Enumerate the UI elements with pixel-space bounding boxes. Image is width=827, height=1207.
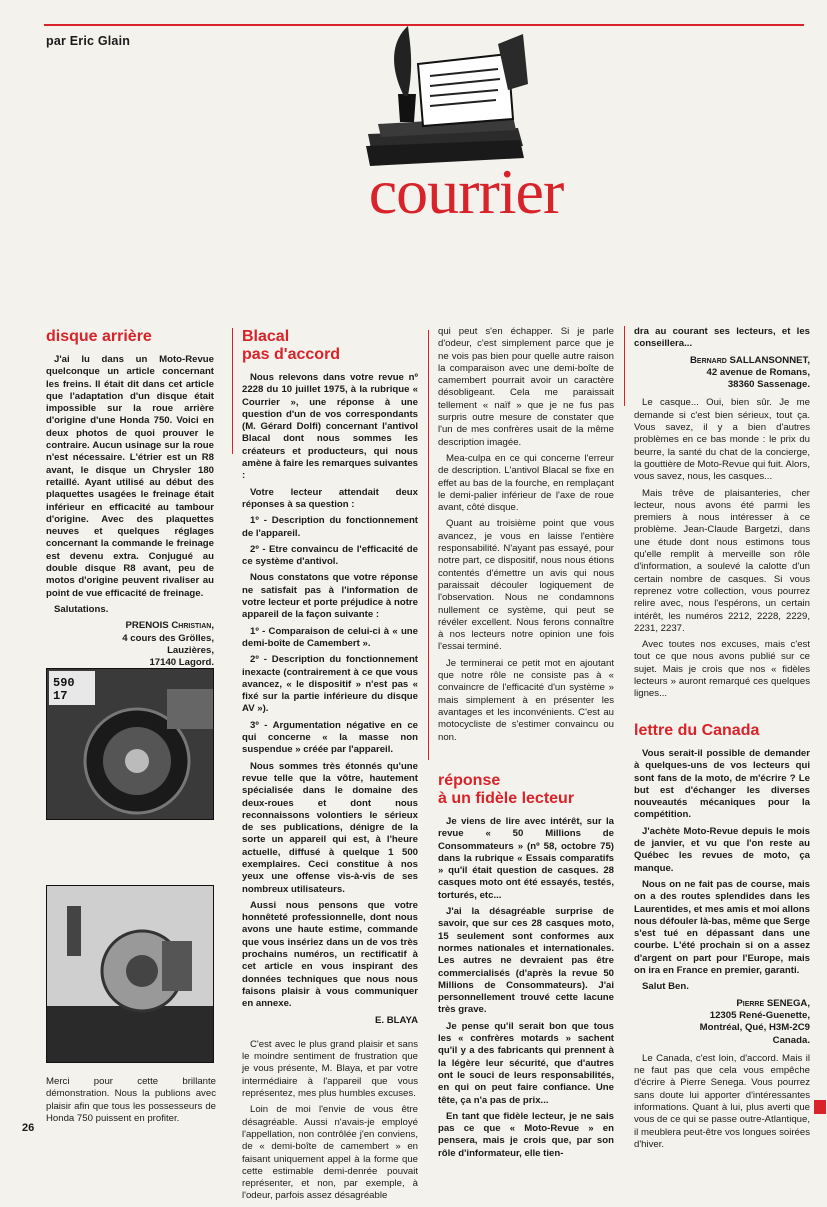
reply-paragraph: Mais trêve de plaisanteries, cher lecteur, nous avons été parmi les premiers à nous intéresser à ce problème. Jean-Claude Bargetzi, dans une étude dont nous estimons tous qu'elle remplit à merveille son rôle d'information, a soulevé la calotte d'un certain nombre de casques. Si vous reprenez votre collection, vous pourrez relire avec, nous l'espérons, un certain intérêt, les numéros 2212, 2228, 2229, 2231, 2237. <box>634 487 810 634</box>
column-divider <box>428 330 429 760</box>
section-title: courrier <box>368 156 564 227</box>
heading-blacal: Blacal pas d'accord <box>242 328 341 363</box>
letter-paragraph: J'achète Moto-Revue depuis le mois de janvier, et vu que l'on reste au Québec les revues de moto, ça manque. <box>634 825 810 874</box>
heading-fidele-lecteur: réponse à un fidèle lecteur <box>438 772 575 807</box>
letter-paragraph: 3º - Argumentation négative en ce qui concerne « la masse non suspendue » créée par l'appareil. <box>242 719 418 756</box>
letter-sallansonnet-end <box>634 326 810 705</box>
column-divider <box>232 328 233 454</box>
letter-canada <box>634 722 810 1155</box>
signature-senega: Pierre SENEGA, 12305 René-Guenette, Montréal, Qué, H3M-2C9 Canada. <box>699 997 810 1046</box>
reply-paragraph: Mea-culpa en ce qui concerne l'erreur de description. L'antivol Blacal se fixe en effet au bas de la fourche, en remplaçant le demi-palier inférieur de l'axe de roue avant, côté disque. <box>438 452 614 514</box>
letter-paragraph: Je viens de lire avec intérêt, sur la revue « 50 Millions de Consommateurs » (nº 58, octobre 75) dans la rubrique « Essais comparatifs » qu'il était question de casques. 28 casques moto ont été essayés, testés, torturés, etc... <box>438 816 614 901</box>
letter-paragraph: 2º - Etre convaincu de l'efficacité de ce système d'antivol. <box>242 543 418 568</box>
letter-paragraph: En tant que fidèle lecteur, je ne sais pas ce que « Moto-Revue » en pensera, mais je crois que, par son rôle d'informateur, elle tien- <box>438 1110 614 1159</box>
signature-prenois: PRENOIS Christian, 4 cours des Grölles, Lauzières, 17140 Lagord. <box>122 620 214 669</box>
reply-paragraph: Je terminerai ce petit mot en ajoutant que notre rôle ne consiste pas à « convaincre de l'efficacité d'un système » mais simplement à en présenter les avantages et les inconvénients. C'est au motocycliste de s'estimer convaincu ou non. <box>438 657 614 743</box>
reply-paragraph: qui peut s'en échapper. Si je parle d'odeur, c'est simplement parce que je ne vois pas bien pour quelle autre raison la comparaison avec une demi-boîte de camembert pourrait avoir un caractère désobligeant. Cela me paraissait tellement « naïf » que je ne fus pas surpris outre mesure de constater que l'un de mes confrères usait de la même description imagée. <box>438 326 614 448</box>
letter-paragraph: dra au courant ses lecteurs, et les conseillera... <box>634 326 810 350</box>
byline: par Eric Glain <box>46 34 131 48</box>
heading-lettre-canada: lettre du Canada <box>634 722 760 739</box>
license-plate: 590 17 <box>53 676 75 703</box>
page-corner-marker <box>814 1100 826 1114</box>
letter-paragraph: Nous constatons que votre réponse ne satisfait pas à l'information de votre lecteur et porte préjudice à notre appareil de la façon suivante : <box>242 572 418 621</box>
letter-blacal <box>242 328 418 1207</box>
heading-disque-arriere: disque arrière <box>46 328 152 345</box>
reply-paragraph: Le casque... Oui, bien sûr. Je me demande si c'est bien sérieux, tout ça. Vous savez, il y a bien d'autres problèmes en ce bas monde : le prix du beurre, la santé du chat de la concierge, la gouttière de Moto-Revue qui fuit. Alors, vous savez, nous, les casques... <box>634 397 810 483</box>
caption-text: Merci pour cette brillante démonstration. Nous la publions avec plaisir afin que tous les possesseurs de Honda 750 puissent en profiter. <box>46 1076 216 1124</box>
reply-paragraph: Loin de moi l'envie de vous être désagréable. Aussi n'avais-je employé l'appellation, non contrôlée j'en conviens, de « demi-boîte de camembert » en faisant uniquement appel à la forme que cette estimable demi-denrée pouvait représenter, et non, par exemple, à l'odeur, parfois assez désagréable <box>242 1104 418 1202</box>
reply-paragraph: Avec toutes nos excuses, mais c'est tout ce que nous avons publié sur ce sujet. Mais je crois que nos « fidèles lecteurs » auront remarqué ces quelques lignes... <box>634 639 810 700</box>
letter-fidele-lecteur <box>438 772 614 1164</box>
letter-paragraph: Nous sommes très étonnés qu'une revue telle que la vôtre, hautement spécialisée dans le domaine des deux-roues et dont nous reconnaissons volontiers le sérieux de ses publications, dénigre de la sorte un appareil qui est, à l'heure actuelle, diffusé à quelque 1 500 exemplaires. Ceci constitue à nos yeux une offense vis-à-vis de ses nombreux utilisateurs. <box>242 760 418 895</box>
letter-paragraph: Vous serait-il possible de demander à quelques-uns de vos lecteurs qui sont fans de la moto, de m'écrire ? Le but est d'échanger les diverses nouveautés mécaniques pour la compétition. <box>634 748 810 821</box>
caption-disque <box>46 1076 216 1129</box>
photo-rear-wheel <box>46 668 214 820</box>
letter-disque-arriere <box>46 328 214 675</box>
letter-paragraph: 1º - Description du fonctionnement de l'appareil. <box>242 515 418 539</box>
letter-paragraph: Aussi nous pensons que votre honnêteté professionnelle, dont nous avons une haute estime, commande que vous insériez dans un de vos très prochains numéros, un rectificatif à cet article en vous inspirant des données techniques que nous nous faisons plaisir à vous communiquer en annexe. <box>242 899 418 1010</box>
signature-sallansonnet: Bernard SALLANSONNET, 42 avenue de Romans, 38360 Sassenage. <box>689 354 810 391</box>
letter-paragraph: 1º - Comparaison de celui-ci à « une demi-boîte de Camembert ». <box>242 625 418 649</box>
letter-paragraph: Nous relevons dans votre revue nº 2228 du 10 juillet 1975, à la rubrique « Courrier », une réponse à une question d'un de vos correspondants (M. Gérard Dolfi) concernant l'antivol Blacal dont nous sommes les créateurs et producteurs, qui nous amène à faire les remarques suivantes : <box>242 372 418 482</box>
reply-paragraph: Quant au troisième point que vous avancez, je vous en laisse l'entière responsabilité. N'ayant pas essayé, pour notre part, ce dispositif, nous nous étions contentés d'émettre un avis qui nous paraissait découler logiquement de l'observation. Nous ne condamnons nullement ce système, qui peut se révéler excellent. Nous ferons connaître à nos lecteurs notre opinion une fois l'essai terminé. <box>438 518 614 653</box>
letter-paragraph: Je pense qu'il serait bon que tous les « confrères motards » sachent qu'il y a des fabricants qui prennent à la légère leur sécurité, que d'autres ont le souci de leurs responsabilités, en qui on peut faire confiance. Une tête, ça n'a pas de prix... <box>438 1020 614 1106</box>
signature-blaya: E. BLAYA <box>374 1014 418 1026</box>
letter-paragraph: J'ai la désagréable surprise de savoir, que sur ces 28 casques moto, 15 seulement sont conformes aux normes nationales et internationales. Les autres ne devraient pas être commercialisés (d'après la revue 50 Millions de Consommateurs). J'ai personnellement trouvé cette lacune très grave. <box>438 906 614 1016</box>
reply-paragraph: Le Canada, c'est loin, d'accord. Mais il ne faut pas que cela vous empêche d'écrire à Pierre Senega. Vous pourrez sans doute lui apporter d'intéressantes informations. Quant à lui, plus averti que vous de ce qui se passe outre-Atlantique, il meublera peut-être vos longues soirées d'hiver. <box>634 1052 810 1150</box>
letter-paragraph: Nous on ne fait pas de course, mais on a des routes splendides dans les Laurentides, et mes amis et moi allons nous défouler là-bas, même que Serge s'est tué en dépassant dans une courbe. L'été prochain si on a assez d'argent on part pour l'Europe, mais on ira en France en premier, garanti. <box>634 878 810 977</box>
letter-paragraph: Salut Ben. <box>642 981 689 993</box>
letter-paragraph: J'ai lu dans un Moto-Revue quelconque un article concernant les freins. Il était dit dans cet article que l'adaptation d'un disque était impossible sur la roue arrière d'origine d'une Honda 750. Voici en deux photos de quoi prouver le contraire. Aucun usinage sur la roue n'est nécessaire. L'étrier est un R8 avant, le disque un Chrysler 180 retaillé. Ayant utilisé au début des plaquettes usagées le freinage était inférieur en efficacité au tambour d'origine. Avec des plaquettes neuves et quelques réglages concernant la commande le freinage est devenu extra. Conjugué au double disque R8 avant, peu de motos d'origine peuvent rivaliser au point de vue efficacité de freinage. <box>46 354 214 599</box>
quill-books-illustration <box>348 24 538 174</box>
letter-paragraph: Salutations. <box>54 603 109 615</box>
column-divider <box>624 326 625 406</box>
reply-paragraph: C'est avec le plus grand plaisir et sans le moindre sentiment de frustration que je vous présente, M. Blaya, et par votre intermédiaire à l'appareil que vous représentez, mes plus humbles excuses. <box>242 1038 418 1100</box>
page-number: 26 <box>22 1122 35 1134</box>
reply-blacal-continued <box>438 326 614 748</box>
letter-paragraph: 2º - Description du fonctionnement inexacte (contrairement à ce que vous avancez, « le dispositif » n'est pas « fixé sur la partie inférieure du disque AV »). <box>242 654 418 715</box>
photo-brake-caliper <box>46 885 214 1063</box>
letter-paragraph: Votre lecteur attendait deux réponses à sa question : <box>242 486 418 510</box>
brake-caliper-image <box>47 886 213 1062</box>
